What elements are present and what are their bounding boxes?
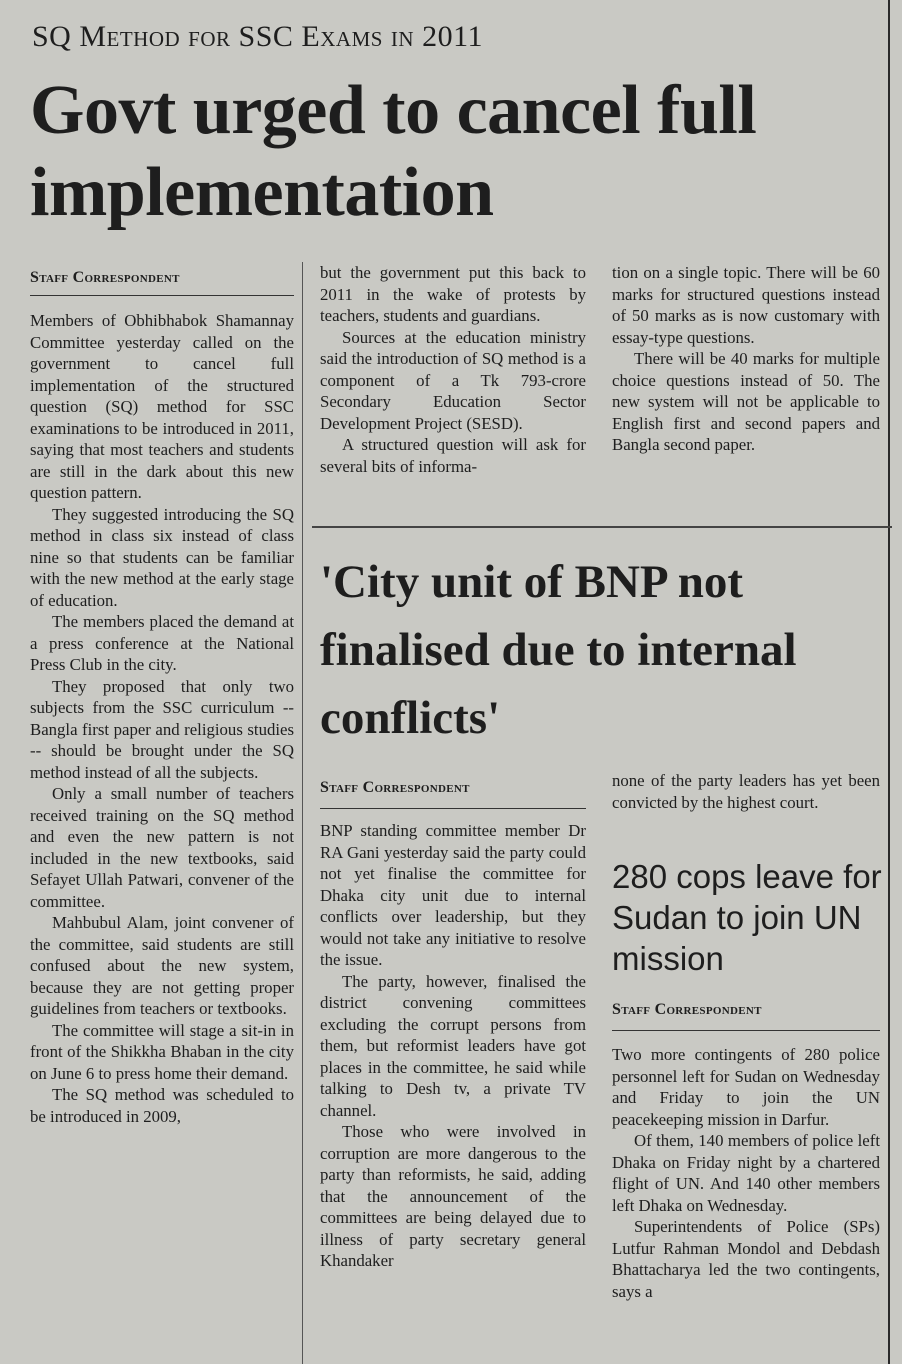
story2-byline-rule <box>320 808 586 809</box>
story2-col1-p3: Those who were involved in corruption are more dangerous to the party than reformists, he said, adding that the announcement of the committees are being delayed due to illness of party secretary general Khandaker <box>320 1122 586 1270</box>
story1-col3-p2: There will be 40 marks for multiple choice questions instead of 50. The new system will not be applicable to English first and second papers and Bangla second paper. <box>612 349 880 454</box>
story1-col3-p1: tion on a single topic. There will be 60 marks for structured questions instead of 50 marks as is now customary with essay-type questions. <box>612 263 880 347</box>
story1-col1-p2: They suggested introducing the SQ method in class six instead of class nine so that students can be familiar with the new method at the early stage of education. <box>30 504 294 610</box>
story1-byline-rule <box>30 295 294 296</box>
story1-col2-p2: Sources at the education ministry said the introduction of SQ method is a component of a Tk 793-crore Secondary Education Sector Development Project (SESD). <box>320 327 586 433</box>
story2-column-2 <box>612 770 880 840</box>
story1-headline: Govt urged to cancel full implementation <box>30 72 757 231</box>
story-separator <box>312 526 892 528</box>
story2-col1-p2: The party, however, finalised the district convening committees excluding the corrupt persons from them, but reformist leaders have got places in the committee, he said while talking to Desh tv, a private TV channel. <box>320 971 586 1120</box>
story3-byline: Staff Correspondent <box>612 1001 762 1018</box>
story1-col2-p1: but the government put this back to 2011 in the wake of protests by teachers, students and guardians. <box>320 263 586 325</box>
story2-col1-p1: BNP standing committee member Dr RA Gani yesterday said the party could not yet finalise the committee for Dhaka city unit due to internal conflicts over leadership, but they would not take any initiative to resolve the issue. <box>320 821 586 969</box>
story1-col1-p3: The members placed the demand at a press conference at the National Press Club in the city. <box>30 612 294 674</box>
story2-headline: 'City unit of BNP not finalised due to internal conflicts' <box>320 556 797 744</box>
story3-headline: 280 cops leave for Sudan to join UN mission <box>612 858 882 977</box>
story2-col2-p1: none of the party leaders has yet been convicted by the highest court. <box>612 771 880 812</box>
story1-column-1 <box>30 310 294 1350</box>
story3-p1: Two more contingents of 280 police personnel left for Sudan on Wednesday and Friday to join the UN peacekeeping mission in Darfur. <box>612 1045 880 1129</box>
story1-byline: Staff Correspondent <box>30 269 180 286</box>
story3-byline-rule <box>612 1030 880 1031</box>
story1-col1-p7: The committee will stage a sit-in in front of the Shikkha Bhaban in the city on June 6 to press home their demand. <box>30 1020 294 1083</box>
story1-col2-p3: A structured question will ask for several bits of informa- <box>320 435 586 476</box>
story3-column <box>612 1044 880 1360</box>
story1-col1-p6: Mahbubul Alam, joint convener of the committee, said students are still confused about the new system, because they are not getting proper guidelines from teachers or textbooks. <box>30 913 294 1018</box>
story1-col1-p1: Members of Obhibhabok Shamannay Committee yesterday called on the government to cancel full implementation of the structured question (SQ) method for SSC examinations to be introduced in 2011, saying that most teachers and students are still in the dark about this new question pattern. <box>30 311 294 502</box>
story1-kicker: SQ Method for SSC Exams in 2011 <box>32 20 483 53</box>
story2-column-1 <box>320 820 586 1360</box>
story3-p3: Superintendents of Police (SPs) Lutfur Rahman Mondol and Debdash Bhattacharya led the two contingents, says a <box>612 1217 880 1301</box>
story1-col1-p8: The SQ method was scheduled to be introduced in 2009, <box>30 1085 294 1126</box>
story1-col1-p5: Only a small number of teachers received training on the SQ method and even the new pattern is not included in the new textbooks, said Sefayet Ullah Patwari, convener of the committee. <box>30 784 294 911</box>
story1-col1-p4: They proposed that only two subjects from the SSC curriculum -- Bangla first paper and religious studies -- should be brought under the SQ method instead of all the subjects. <box>30 676 294 782</box>
story1-column-2 <box>320 262 586 520</box>
story2-byline: Staff Correspondent <box>320 779 470 796</box>
column-divider-left <box>302 262 303 1364</box>
story3-p2: Of them, 140 members of police left Dhaka on Friday night by a chartered flight of UN. And 140 other members left Dhaka on Wednesday. <box>612 1131 880 1215</box>
story1-column-3 <box>612 262 880 520</box>
